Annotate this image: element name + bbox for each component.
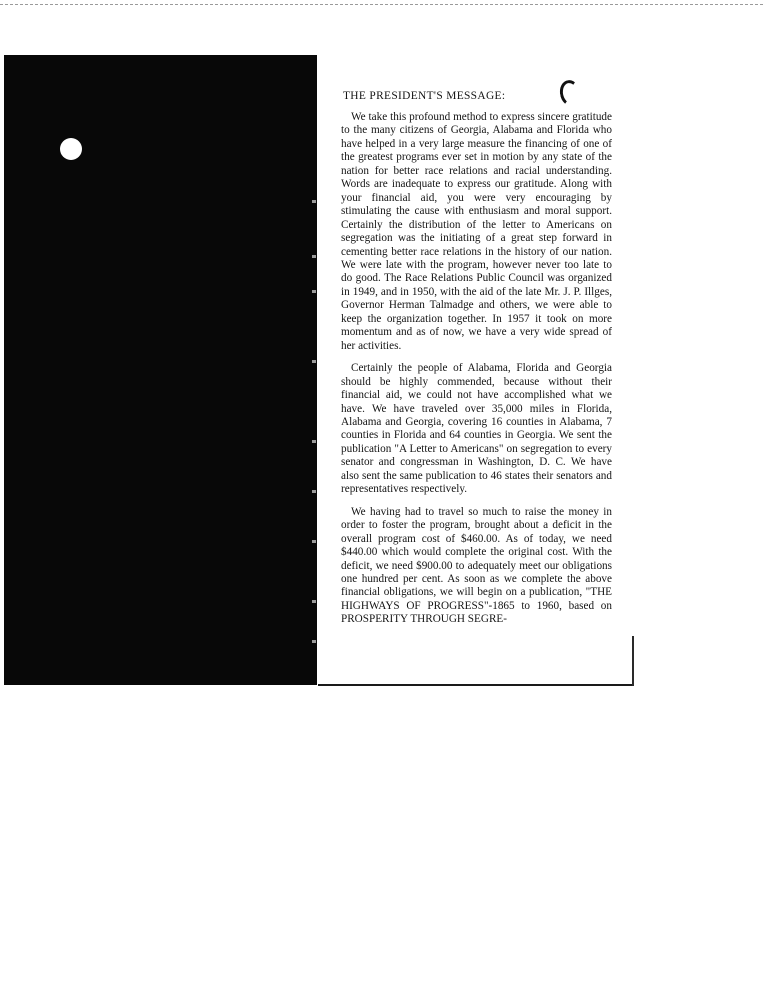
- message-article: [341, 90, 612, 636]
- scan-border-dashes: [0, 4, 763, 5]
- clipping-bottom-edge: [318, 684, 634, 686]
- article-heading: THE PRESIDENT'S MESSAGE:: [343, 90, 506, 102]
- clipping-right-edge: [632, 636, 634, 686]
- scan-edge-specks: [312, 200, 320, 660]
- article-paragraph: We take this profound method to express sincere gratitude to the many citizens of Georgia, Alabama and Florida who have helped in a very large measure the financing of one of the greatest programs ever set in motion by any state of the nation for better race relations and racial understanding. Words are inadequate to express our gratitude. Along with your financial aid, you were very encouraging by stimulating the cause with enthusiasm and moral support. Certainly the distribution of the letter to Americans on segregation was the initiating of a great step forward in cementing better race relations in the history of our nation. We were late with the program, however never too late to do good. The Race Relations Public Council was organized in 1949, and in 1950, with the aid of the late Mr. J. P. Illges, Governor Herman Talmadge and others, we were able to keep the organization together. In 1957 it took on more momentum and as of now, we have a very wide spread of her activities.: [341, 111, 612, 352]
- scanner-black-margin: [4, 55, 317, 685]
- article-paragraph: Certainly the people of Alabama, Florida and Georgia should be highly commended, because without their financial aid, we could not have accomplished what we have. We have traveled over 35,000 miles in Florida, Alabama and Georgia, covering 16 counties in Alabama, 7 counties in Florida and 64 counties in Georgia. We sent the publication "A Letter to Americans" on segregation to every senator and congressman in Washington, D. C. We have also sent the same publication to 46 states their senators and representatives respectively.: [341, 362, 612, 496]
- article-paragraph: We having had to travel so much to raise the money in order to foster the program, brought about a deficit in the overall program cost of $460.00. As of today, we need $440.00 which would complete the original cost. With the deficit, we need $900.00 to adequately meet our obligations one hundred per cent. As soon as we complete the above financial obligations, we will begin on a publication, "THE HIGHWAYS OF PROGRESS"-1865 to 1960, based on PROSPERITY THROUGH SEGRE-: [341, 505, 612, 626]
- punch-hole: [60, 138, 82, 160]
